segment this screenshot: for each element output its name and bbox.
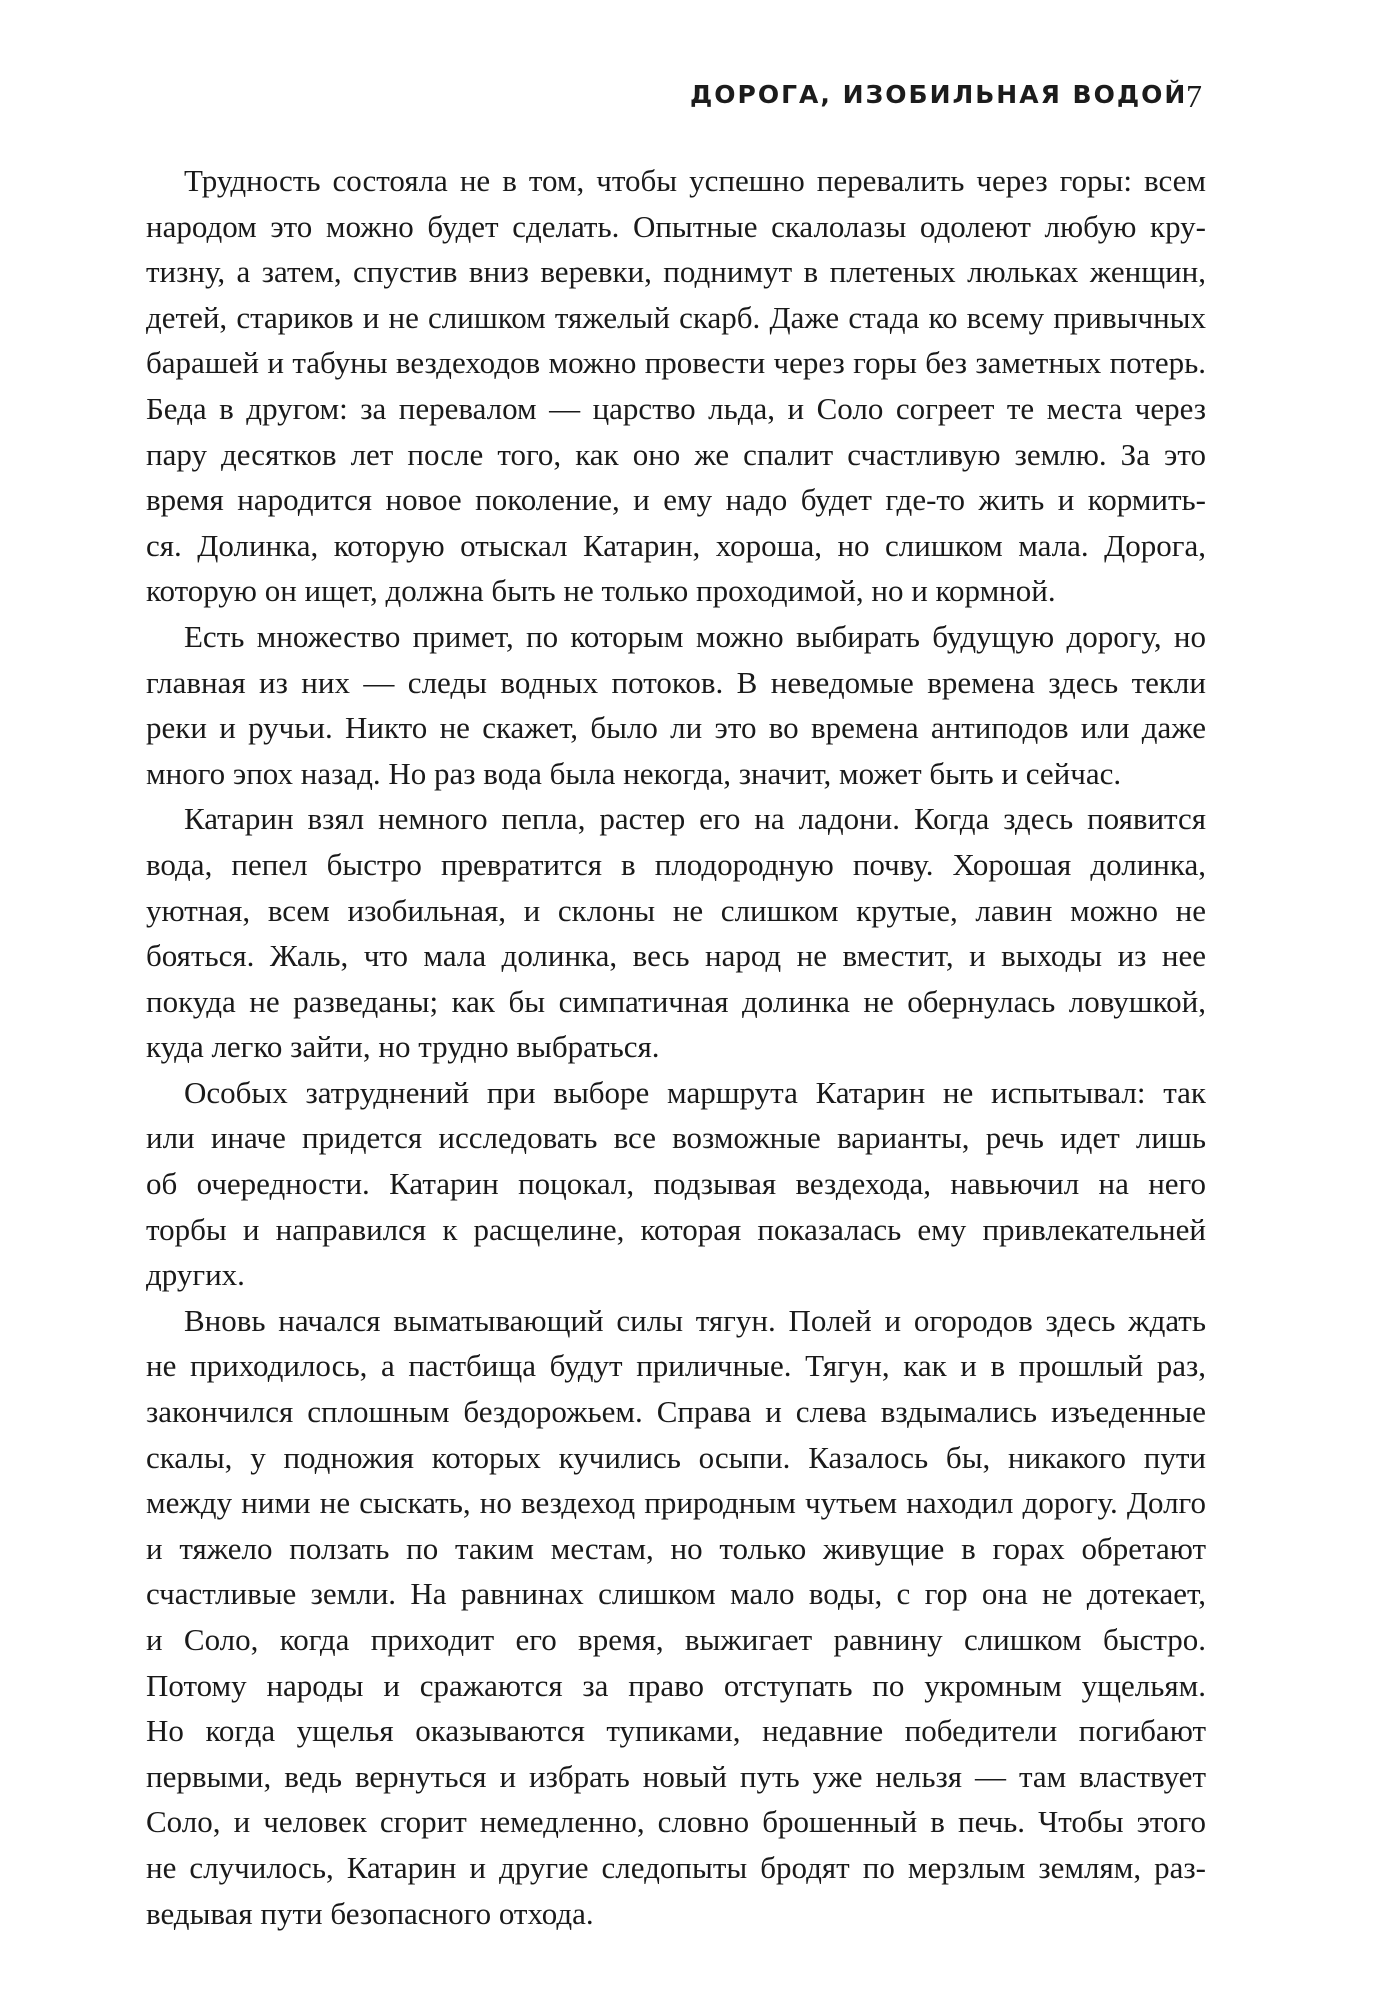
text-line: Трудность состояла не в том, чтобы успешно перевалить через горы: всем: [184, 163, 1206, 198]
text-line: других.: [146, 1257, 245, 1293]
text-line: тизну, а затем, спустив вниз веревки, поднимут в плетеных люльках женщин,: [146, 254, 1206, 290]
running-head: ДОРОГА, ИЗОБИЛЬНАЯ ВОДОЙ: [690, 80, 1188, 109]
text-line: уютная, всем изобильная, и склоны не слишком крутые, лавин можно не: [146, 892, 1206, 928]
text-line: покуда не разведаны; как бы симпатичная долинка не обернулась ловушкой,: [146, 983, 1206, 1019]
text-line: и Соло, когда приходит его время, выжигает равнину слишком быстро.: [146, 1622, 1206, 1657]
paragraph: [146, 1298, 1206, 1936]
text-line: не случилось, Катарин и другие следопыты бродят по мерзлым землям, раз-: [146, 1849, 1206, 1885]
text-line: вода, пепел быстро превратится в плодородную почву. Хорошая долинка,: [146, 846, 1206, 882]
text-line: не приходилось, а пастбища будут приличные. Тягун, как и в прошлый раз,: [146, 1348, 1206, 1384]
text-line: счастливые земли. На равнинах слишком мало воды, с гор она не дотекает,: [146, 1576, 1206, 1612]
text-line: главная из них — следы водных потоков. В неведомые времена здесь текли: [146, 664, 1206, 700]
text-line: ведывая пути безопасного отхода.: [146, 1895, 594, 1931]
body-text: [146, 158, 1206, 1936]
text-line: барашей и табуны вездеходов можно провести через горы без заметных потерь.: [146, 345, 1206, 381]
paragraph: [146, 1070, 1206, 1298]
text-line: между ними не сыскать, но вездеход природным чутьем находил дорогу. Долго: [146, 1485, 1206, 1521]
text-line: много эпох назад. Но раз вода была некогда, значит, может быть и сейчас.: [146, 755, 1122, 791]
text-line: закончился сплошным бездорожьем. Справа и слева вздымались изъеденные: [146, 1394, 1206, 1430]
text-line: Потому народы и сражаются за право отступать по укромным ущельям.: [146, 1667, 1206, 1703]
page-number: 7: [1186, 78, 1202, 114]
text-line: Вновь начался выматывающий силы тягун. Полей и огородов здесь ждать: [184, 1302, 1206, 1338]
text-line: Но когда ущелья оказываются тупиками, недавние победители погибают: [146, 1713, 1206, 1749]
paragraph: [146, 796, 1206, 1070]
paragraph: [146, 158, 1206, 614]
text-line: Катарин взял немного пепла, растер его на ладони. Когда здесь появится: [184, 801, 1206, 837]
text-line: Особых затруднений при выборе маршрута Катарин не испытывал: так: [184, 1074, 1206, 1110]
text-line: Есть множество примет, по которым можно выбирать будущую дорогу, но: [184, 618, 1206, 654]
text-line: которую он ищет, должна быть не только проходимой, но и кормной.: [146, 573, 1056, 609]
text-line: пару десятков лет после того, как оно же спалит счастливую землю. За это: [146, 436, 1206, 472]
text-line: реки и ручьи. Никто не скажет, было ли это во времена антиподов или даже: [146, 710, 1206, 746]
text-line: детей, стариков и не слишком тяжелый скарб. Даже стада ко всему привычных: [146, 299, 1206, 335]
text-line: и тяжело ползать по таким местам, но только живущие в горах обретают: [146, 1530, 1206, 1566]
paragraph: [146, 614, 1206, 796]
text-line: первыми, ведь вернуться и избрать новый путь уже нельзя — там властвует: [146, 1758, 1206, 1794]
text-line: бояться. Жаль, что мала долинка, весь народ не вместит, и выходы из нее: [146, 938, 1206, 974]
text-line: народом это можно будет сделать. Опытные скалолазы одолеют любую кру-: [146, 208, 1206, 244]
text-line: куда легко зайти, но трудно выбраться.: [146, 1029, 660, 1065]
text-line: ся. Долинка, которую отыскал Катарин, хороша, но слишком мала. Дорога,: [146, 527, 1206, 563]
text-line: Беда в другом: за перевалом — царство льда, и Соло согреет те места через: [146, 390, 1206, 426]
text-line: торбы и направился к расщелине, которая показалась ему привлекательней: [146, 1211, 1206, 1247]
text-line: или иначе придется исследовать все возможные варианты, речь идет лишь: [146, 1120, 1206, 1156]
text-line: об очередности. Катарин поцокал, подзывая вездехода, навьючил на него: [146, 1166, 1206, 1202]
text-line: Соло, и человек сгорит немедленно, словно брошенный в печь. Чтобы этого: [146, 1804, 1206, 1840]
text-line: время народится новое поколение, и ему надо будет где-то жить и кормить-: [146, 482, 1206, 518]
text-line: скалы, у подножия которых кучились осыпи. Казалось бы, никакого пути: [146, 1439, 1206, 1475]
